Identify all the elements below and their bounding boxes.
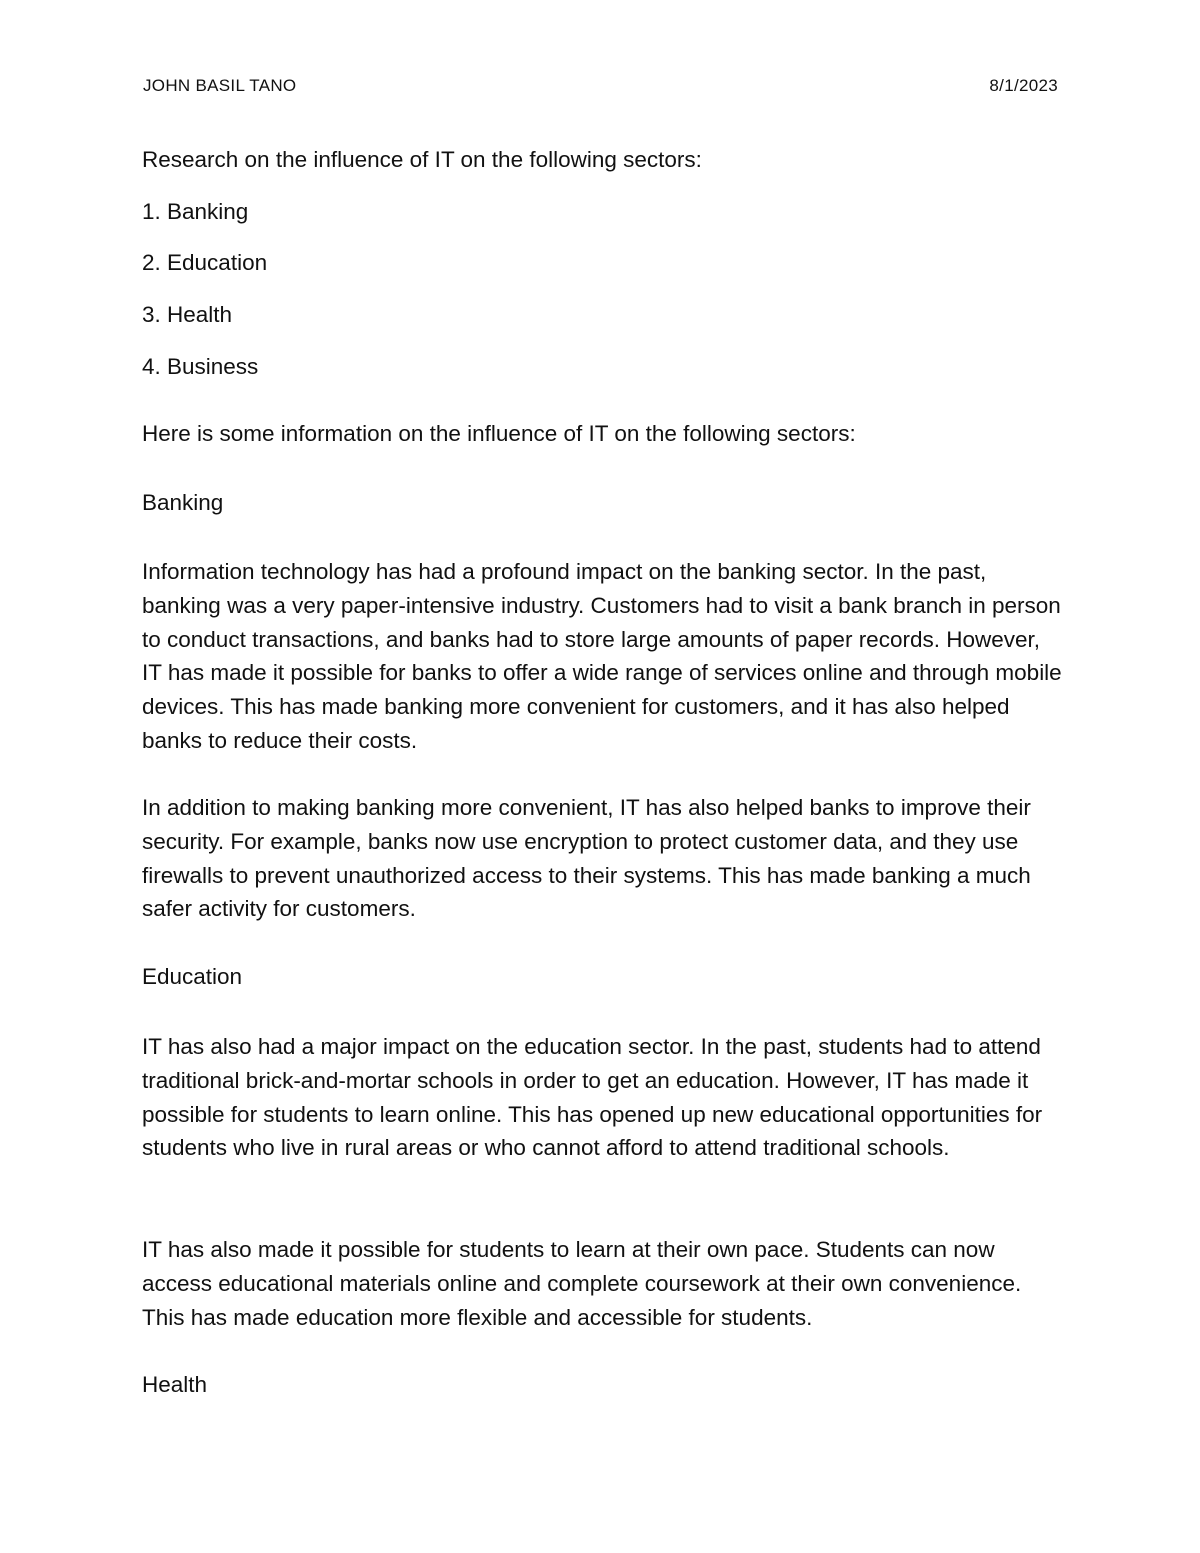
banking-paragraph-1: Information technology has had a profound impact on the banking sector. In the past, banking was a very paper-intensive industry. Customers had to visit a bank branch in person to conduct transactions, and banks had to store large amounts of paper records. However, IT has made it possible for banks to offer a wide range of services online and through mobile devices. This has made banking more convenient for customers, and it has also helped banks to reduce their costs.	[142, 559, 1062, 753]
lead-line: Here is some information on the influence of IT on the following sectors:	[142, 421, 856, 446]
list-item-education: 2. Education	[142, 250, 268, 275]
education-paragraph-1: IT has also had a major impact on the education sector. In the past, students had to attend traditional brick-and-mortar schools in order to get an education. However, IT has made it possible for students to learn online. This has opened up new educational opportunities for students who live in rural areas or who cannot afford to attend traditional schools.	[142, 1034, 1043, 1161]
section-heading-education: Education	[142, 964, 243, 989]
list-item-health: 3. Health	[142, 302, 233, 327]
list-item-business: 4. Business	[142, 354, 259, 379]
header-author: JOHN BASIL TANO	[143, 76, 297, 95]
header-date: 8/1/2023	[989, 76, 1058, 95]
education-paragraph-2: IT has also made it possible for students to learn at their own pace. Students can now access educational materials online and complete coursework at their own convenience. This has made education more flexible and accessible for students.	[142, 1237, 1022, 1330]
intro-line: Research on the influence of IT on the following sectors:	[142, 147, 702, 172]
section-heading-banking: Banking	[142, 490, 224, 515]
section-heading-health: Health	[142, 1372, 208, 1397]
list-item-banking: 1. Banking	[142, 199, 249, 224]
banking-paragraph-2: In addition to making banking more convenient, IT has also helped banks to improve their security. For example, banks now use encryption to protect customer data, and they use firewalls to prevent unauthorized access to their systems. This has made banking a much safer activity for customers.	[142, 795, 1031, 922]
